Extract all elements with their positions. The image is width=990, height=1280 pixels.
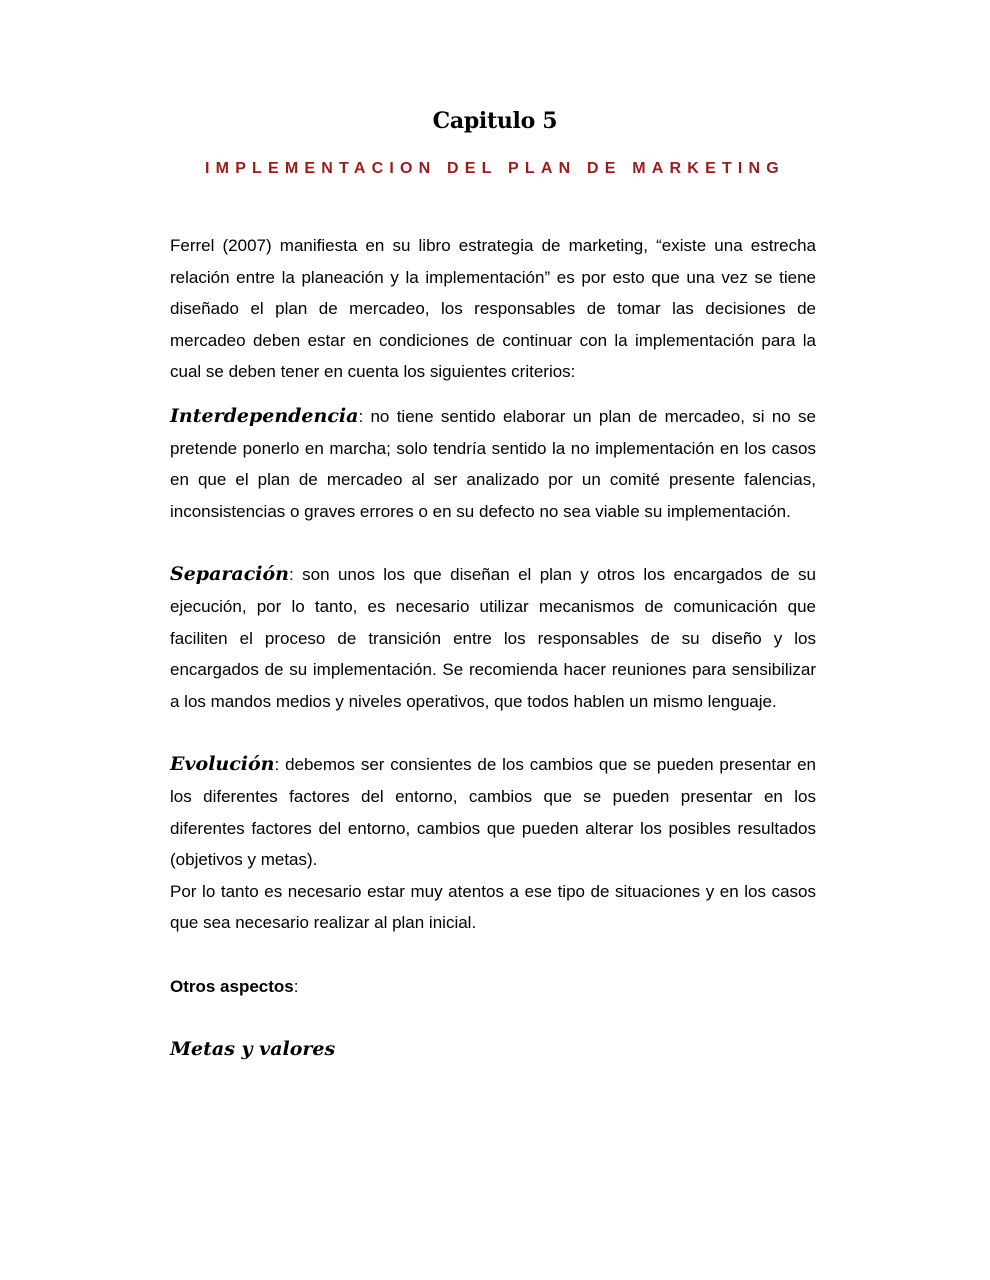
other-aspects-label: Otros aspectos	[170, 976, 294, 996]
other-aspects	[170, 971, 816, 1003]
criterion-text: : debemos ser consientes de los cambios que se pueden presentar en los diferentes factores del entorno, cambios que se pueden presentar en los diferentes factores del entorno, cambios que pueden alterar los posibles resultados (objetivos y metas).	[170, 755, 816, 870]
evolution-followup: Por lo tanto es necesario estar muy atentos a ese tipo de situaciones y en los casos que sea necesario realizar al plan inicial.	[170, 881, 816, 933]
criterion-term: Separación	[170, 563, 290, 586]
chapter-subtitle: IMPLEMENTACION DEL PLAN DE MARKETING	[205, 160, 785, 177]
criterion-separacion	[170, 559, 816, 717]
other-aspects-colon: :	[293, 976, 299, 996]
criterion-term: Interdependencia	[170, 404, 359, 427]
section-heading: Metas y valores	[170, 1038, 336, 1061]
body-text	[170, 230, 816, 1066]
chapter-title: Capitulo 5	[432, 108, 558, 134]
criterion-evolucion	[170, 749, 816, 875]
criterion-term: Evolución	[170, 753, 275, 776]
criterion-text: : son unos los que diseñan el plan y otros los encargados de su ejecución, por lo tanto, es necesario utilizar mecanismos de comunicación que faciliten el proceso de transición entre los responsables de su diseño y los encargados de su implementación. Se recomienda hacer reuniones para sensibilizar a los mandos medios y niveles operativos, que todos hablen un mismo lenguaje.	[170, 565, 816, 711]
criterion-text: : no tiene sentido elaborar un plan de mercadeo, si no se pretende ponerlo en marcha; solo tendría sentido la no implementación en los casos en que el plan de mercadeo al ser analizado por un comité presente falencias, inconsistencias o graves errores o en su defecto no sea viable su implementación.	[170, 406, 816, 521]
criterion-interdependencia	[170, 401, 816, 527]
intro-paragraph: Ferrel (2007) manifiesta en su libro estrategia de marketing, “existe una estrecha relación entre la planeación y la implementación” es por esto que una vez se tiene diseñado el plan de mercadeo, los responsables de tomar las decisiones de mercadeo deben estar en condiciones de continuar con la implementación para la cual se deben tener en cuenta los siguientes criterios:	[170, 236, 816, 382]
